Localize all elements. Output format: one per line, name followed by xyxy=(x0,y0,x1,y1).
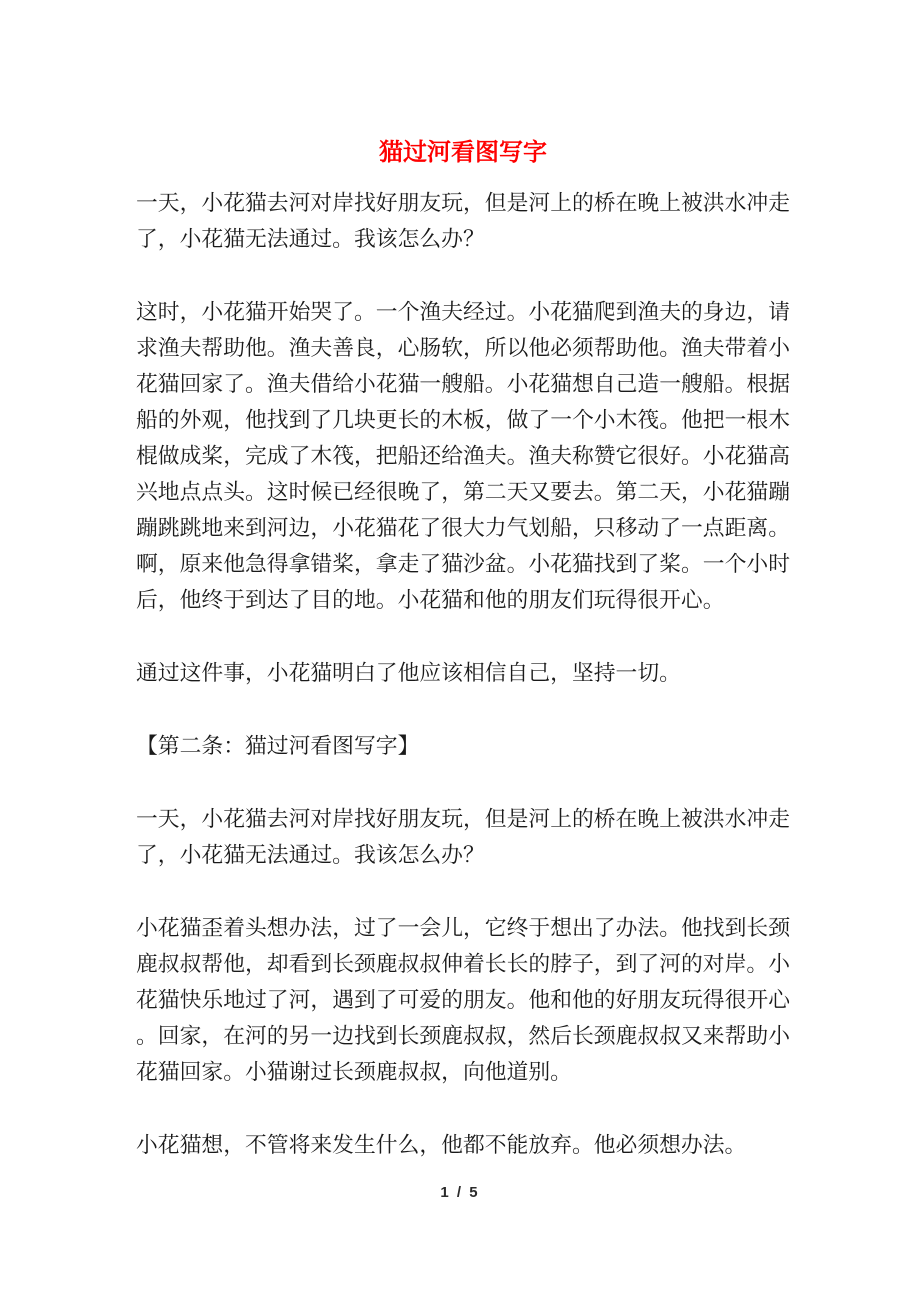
paragraph-intro-2: 一天，小花猫去河对岸找好朋友玩，但是河上的桥在晚上被洪水冲走了，小花猫无法通过。我该怎么办？ xyxy=(136,807,790,867)
paragraph-moral-1: 通过这件事，小花猫明白了他应该相信自己，坚持一切。 xyxy=(136,661,681,685)
paragraph-section-2-heading: 【第二条：猫过河看图写字】 xyxy=(136,734,420,758)
page-number-indicator: 1 / 5 xyxy=(440,1184,480,1201)
paragraph-story-giraffe: 小花猫歪着头想办法，过了一会儿，它终于想出了办法。他找到长颈鹿叔叔帮他，却看到长颈鹿叔叔伸着长长的脖子，到了河的对岸。小花猫快乐地过了河，遇到了可爱的朋友。他和他的好朋友玩得很开心。回家，在河的另一边找到长颈鹿叔叔，然后长颈鹿叔叔又来帮助小花猫回家。小猫谢过长颈鹿叔叔，向他道别。 xyxy=(136,916,790,1084)
paragraph-intro-1: 一天，小花猫去河对岸找好朋友玩，但是河上的桥在晚上被洪水冲走了，小花猫无法通过。我该怎么办？ xyxy=(136,191,790,251)
paragraph-story-fisherman: 这时，小花猫开始哭了。一个渔夫经过。小花猫爬到渔夫的身边，请求渔夫帮助他。渔夫善良，心肠软，所以他必须帮助他。渔夫带着小花猫回家了。渔夫借给小花猫一艘船。小花猫想自己造一艘船。根据船的外观，他找到了几块更长的木板，做了一个小木筏。他把一根木棍做成桨，完成了木筏，把船还给渔夫。渔夫称赞它很好。小花猫高兴地点点头。这时候已经很晚了，第二天又要去。第二天，小花猫蹦蹦跳跳地来到河边，小花猫花了很大力气划船，只移动了一点距离。啊，原来他急得拿错桨，拿走了猫沙盆。小花猫找到了桨。一个小时后，他终于到达了目的地。小花猫和他的朋友们玩得很开心。 xyxy=(136,300,790,612)
paragraph-moral-2: 小花猫想，不管将来发生什么，他都不能放弃。他必须想办法。 xyxy=(136,1133,747,1157)
document-title: 猫过河看图写字 xyxy=(379,140,547,166)
